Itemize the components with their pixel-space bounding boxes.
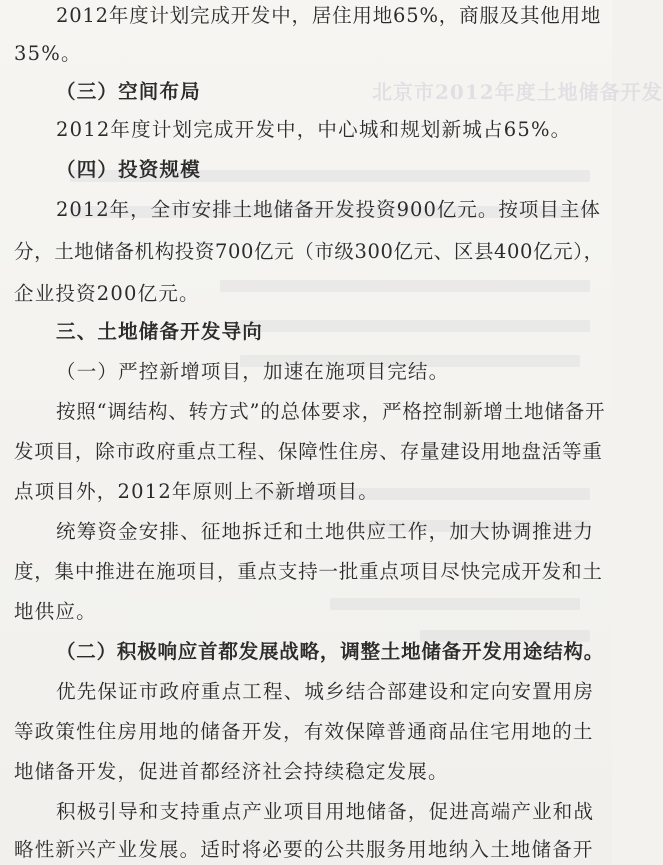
paragraph-line: 2012年，全市安排土地储备开发投资900亿元。按项目主体: [56, 198, 601, 221]
ghost-heading: 北京市2012年度土地储备开发: [372, 80, 663, 104]
paragraph-line: 略性新兴产业发展。适时将必要的公共服务用地纳入土地储备开: [14, 838, 594, 861]
paragraph-line: 点项目外，2012年原则上不新增项目。: [14, 480, 379, 503]
paragraph-line: 35%。: [14, 42, 82, 65]
paragraph-line: 统筹资金安排、征地拆迁和土地供应工作，加大协调推进力: [56, 520, 595, 543]
subsection-heading: （一）严控新增项目，加速在施项目完结。: [56, 360, 450, 383]
ghost-text-line: [330, 598, 580, 610]
paragraph-line: 发项目，除市政府重点工程、保障性住房、存量建设用地盘活等重: [14, 440, 603, 463]
paragraph-line: 分，土地储备机构投资700亿元（市级300亿元、区县400亿元），: [14, 240, 604, 263]
ghost-text-line: [220, 280, 590, 292]
ghost-text-line: [240, 320, 590, 332]
paragraph-line: 2012年度计划完成开发中，居住用地65%，商服及其他用地: [56, 4, 602, 27]
section-heading: （四）投资规模: [56, 158, 201, 181]
paragraph-line: 地储备开发，促进首都经济社会持续稳定发展。: [14, 760, 449, 783]
paragraph-line: 积极引导和支持重点产业项目用地储备，促进高端产业和战: [56, 800, 595, 823]
paragraph-line: 度，集中推进在施项目，重点支持一批重点项目尽快完成开发和土: [14, 560, 603, 583]
paragraph-line: 企业投资200亿元。: [14, 282, 200, 305]
paragraph-line: 2012年度计划完成开发中，中心城和规划新城占65%。: [56, 118, 572, 141]
section-heading: （三）空间布局: [56, 80, 201, 103]
paragraph-line: 地供应。: [14, 600, 97, 623]
paragraph-line: 等政策性住房用地的储备开发，有效保障普通商品住宅用地的土: [14, 720, 594, 743]
paragraph-line: 按照“调结构、转方式”的总体要求，严格控制新增土地储备开: [56, 400, 606, 423]
chapter-heading: 三、土地储备开发导向: [56, 320, 264, 343]
subsection-heading: （二）积极响应首都发展战略，调整土地储备开发用途结构。: [56, 640, 605, 663]
paragraph-line: 优先保证市政府重点工程、城乡结合部建设和定向安置用房: [56, 680, 595, 703]
